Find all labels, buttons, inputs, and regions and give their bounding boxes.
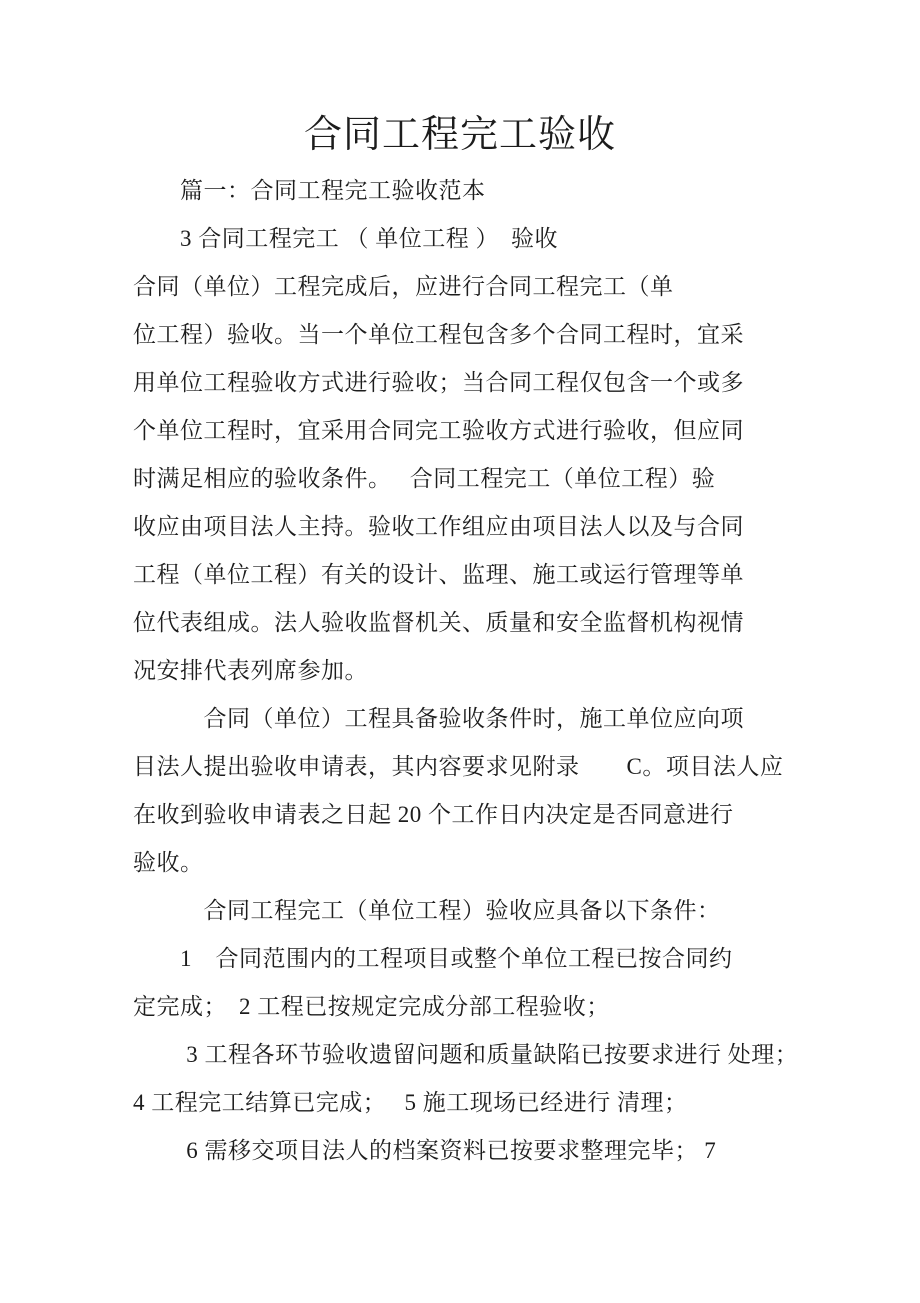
text-line: 在收到验收申请表之日起 20 个工作日内决定是否同意进行 <box>133 802 734 827</box>
text-line: 个单位工程时，宜采用合同完工验收方式进行验收，但应同 <box>133 418 744 443</box>
text-line: 3 工程各环节验收遗留问题和质量缺陷已按要求进行 处理； <box>133 1042 799 1067</box>
text-line: 位代表组成。法人验收监督机关、质量和安全监督机构视情 <box>133 610 744 635</box>
text-line: 验收。 <box>133 850 204 875</box>
text-line: 用单位工程验收方式进行验收；当合同工程仅包含一个或多 <box>133 370 744 395</box>
text-line: 1 合同范围内的工程项目或整个单位工程已按合同约 <box>133 946 733 971</box>
text-line: 6 需移交项目法人的档案资料已按要求整理完毕； 7 <box>133 1138 717 1163</box>
text-line: 4 工程完工结算已完成； 5 施工现场已经进行 清理； <box>133 1090 688 1115</box>
text-line: 位工程）验收。当一个单位工程包含多个合同工程时，宜采 <box>133 322 744 347</box>
text-line: 合同工程完工（单位工程）验收应具备以下条件： <box>133 898 721 923</box>
text-line: 况安排代表列席参加。 <box>133 658 368 683</box>
text-line: 篇一：合同工程完工验收范本 <box>133 178 486 203</box>
text-line: 合同（单位）工程具备验收条件时，施工单位应向项 <box>133 706 744 731</box>
text-line: 时满足相应的验收条件。 合同工程完工（单位工程）验 <box>133 466 716 491</box>
document-body <box>133 167 860 1175</box>
text-line: 收应由项目法人主持。验收工作组应由项目法人以及与合同 <box>133 514 744 539</box>
text-line: 定完成； 2 工程已按规定完成分部工程验收； <box>133 994 610 1019</box>
text-line: 目法人提出验收申请表，其内容要求见附录 C。项目法人应 <box>133 754 784 779</box>
text-line: 3 合同工程完工 （ 单位工程 ） 验收 <box>133 226 558 251</box>
text-line: 工程（单位工程）有关的设计、监理、施工或运行管理等单 <box>133 562 744 587</box>
page-title: 合同工程完工验收 <box>303 114 616 156</box>
text-line: 合同（单位）工程完成后，应进行合同工程完工（单 <box>133 274 674 299</box>
